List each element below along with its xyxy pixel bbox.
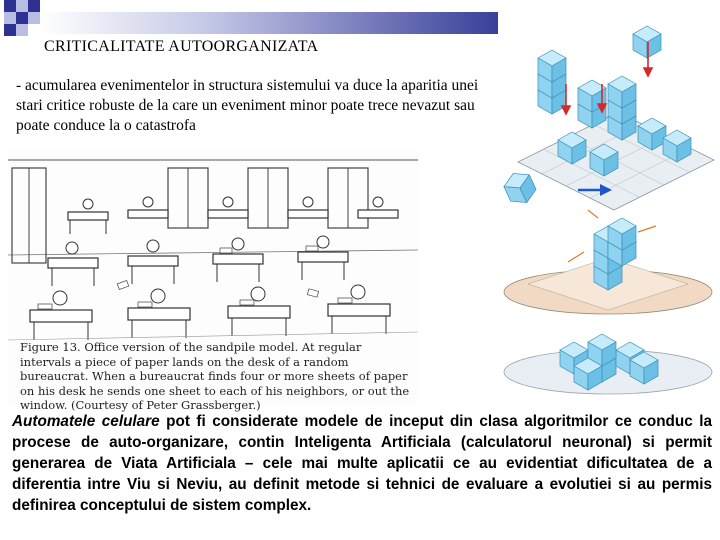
- checker-square: [4, 24, 16, 36]
- checker-square: [4, 0, 16, 12]
- body-rest-text: pot fi considerate modele de inceput din clasa algoritmilor ce conduc la procese de auto-organizare, contin Inteligenta Artificiala (calculatorul neuronal) si permit generarea de Viata Artificiala – cele mai multe aplicatii ce au evidentiat dificultatea de a diferentia intre Viu si Neviu, au definit metode si tehnici de evaluare a evolutiei si au permis definirea conceptului de sistem complex.: [12, 413, 713, 514]
- body-lead-term: Automatele celulare: [12, 413, 160, 430]
- checker-square: [28, 12, 40, 24]
- checker-square: [16, 12, 28, 24]
- intro-text: - acumularea evenimentelor in structura sistemului va duce la aparitia unei stari critice robuste de la care un eveniment minor poate trece nevazut sau poate conduce la o catastrofa: [16, 77, 479, 134]
- checker-square: [16, 0, 28, 12]
- checker-square: [4, 12, 16, 24]
- figure-caption: Figure 13. Office version of the sandpile model. At regular intervals a piece of paper lands on the desk of a random bureaucrat. When a bureaucrat finds four or more sheets of paper on his desk he sends one sheet to each of his neighbors, or out the window. (Courtesy of Peter Grassberger.): [20, 340, 410, 412]
- checker-square: [16, 24, 28, 36]
- sandpile-cube-diagrams: [498, 12, 716, 407]
- header-decoration: [0, 0, 500, 36]
- header-gradient-bar: [40, 12, 498, 34]
- body-paragraph: [12, 411, 712, 516]
- slide-title: CRITICALITATE AUTOORGANIZATA: [44, 38, 319, 55]
- checker-square: [28, 0, 40, 12]
